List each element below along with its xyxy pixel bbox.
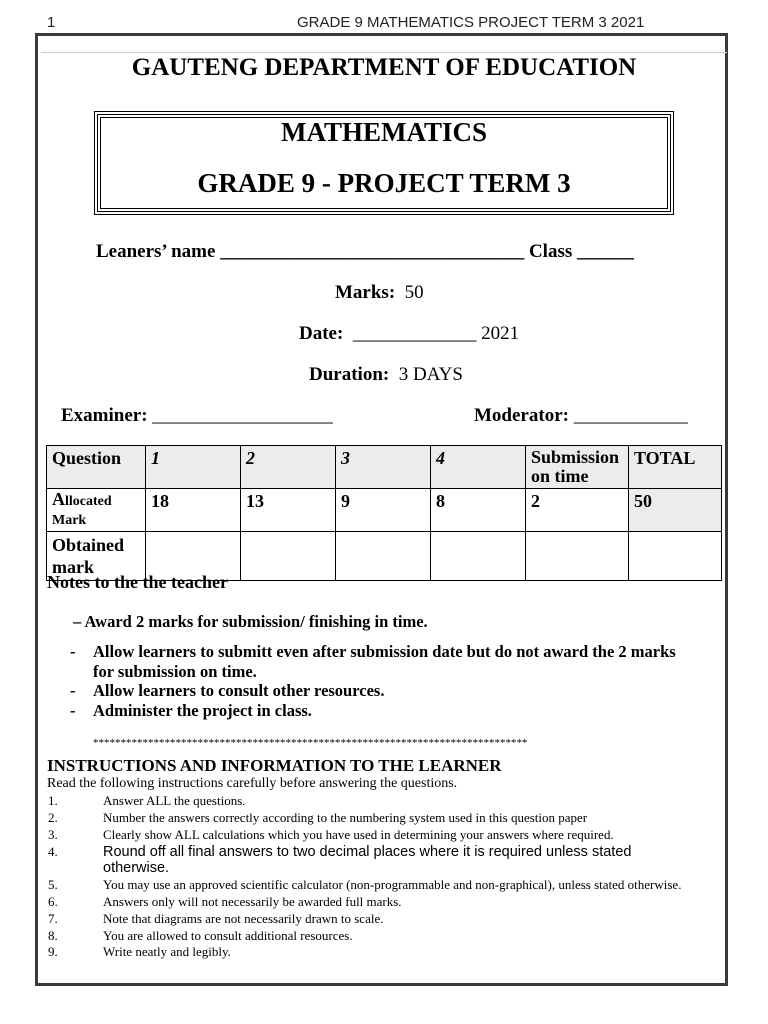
- department-heading: GAUTENG DEPARTMENT OF EDUCATION: [131, 54, 637, 81]
- allocated-submission: 2: [526, 489, 629, 532]
- marks-table: [46, 445, 722, 581]
- subject-title: MATHEMATICS: [280, 117, 487, 147]
- obtained-label: Obtained mark: [47, 532, 146, 581]
- bullet-dash: -: [70, 701, 76, 720]
- notes-heading: Notes to the the teacher: [47, 572, 228, 592]
- allocated-total: 50: [629, 489, 722, 532]
- obtained-2: [241, 532, 336, 581]
- question-row: [47, 446, 722, 489]
- question-label: Question: [47, 446, 146, 489]
- allocated-2: 13: [241, 489, 336, 532]
- allocated-4: 8: [431, 489, 526, 532]
- duration-line: Duration: 3 DAYS: [309, 364, 463, 385]
- date-line: Date: _____________ 2021: [299, 323, 520, 344]
- bullet-dash: -: [70, 681, 76, 700]
- bullet-dash: -: [70, 642, 76, 661]
- question-2: 2: [246, 448, 255, 468]
- note-bullet-1: Allow learners to submitt even after submission date but do not award the 2 marks for submission on time.: [93, 642, 676, 681]
- question-1: 1: [151, 448, 160, 468]
- question-3: 3: [341, 448, 350, 468]
- instructions-intro: Read the following instructions carefully before answering the questions.: [47, 776, 458, 791]
- allocated-row: [47, 489, 722, 532]
- note-bullet-2: Allow learners to consult other resources.: [93, 681, 385, 700]
- allocated-1: 18: [146, 489, 241, 532]
- running-title: GRADE 9 MATHEMATICS PROJECT TERM 3 2021: [297, 14, 645, 31]
- allocated-3: 9: [336, 489, 431, 532]
- learner-name-line: Leaners’ name ________________________________ Class ______: [96, 241, 634, 262]
- note-bullet-3: Administer the project in class.: [93, 701, 312, 720]
- top-rule: [41, 52, 727, 53]
- total-header: TOTAL: [629, 446, 722, 489]
- instructions-heading: INSTRUCTIONS AND INFORMATION TO THE LEARNER: [47, 756, 502, 775]
- marks-line: Marks: 50: [335, 282, 424, 303]
- obtained-total: [629, 532, 722, 581]
- separator-line: *******************************************************************************: [93, 737, 528, 749]
- page-number: 1: [47, 14, 56, 31]
- examiner-line: Examiner: ___________________: [61, 405, 333, 426]
- grade-project-title: GRADE 9 - PROJECT TERM 3: [197, 168, 571, 198]
- obtained-submission: [526, 532, 629, 581]
- submission-header: Submission on time: [526, 446, 629, 489]
- moderator-line: Moderator: ____________: [474, 405, 688, 426]
- obtained-4: [431, 532, 526, 581]
- question-4: 4: [436, 448, 445, 468]
- obtained-3: [336, 532, 431, 581]
- award-note: – Award 2 marks for submission/ finishing in time.: [73, 612, 428, 631]
- allocated-label: Allocated Mark: [47, 489, 146, 532]
